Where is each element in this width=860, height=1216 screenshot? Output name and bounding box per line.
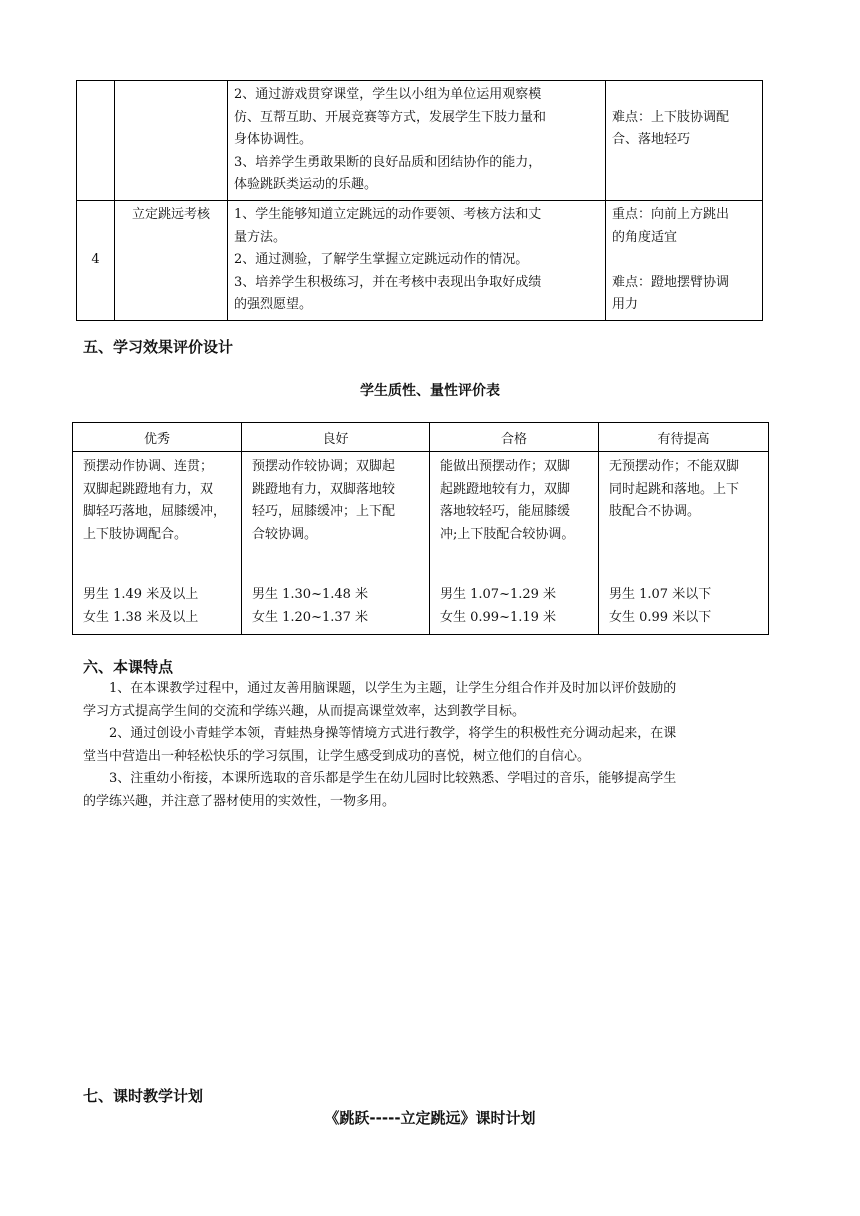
objective-line: 3、培养学生勇敢果断的良好品质和团结协作的能力， (234, 154, 542, 170)
girls-standard: 女生 0.99~1.19 米 (440, 609, 557, 625)
objective-line: 量方法。 (234, 229, 287, 245)
lesson-plan-table (76, 80, 763, 321)
lesson-focus-cell (606, 200, 763, 320)
boys-standard: 男生 1.30~1.48 米 (252, 587, 369, 603)
focus-line: 的角度适宜 (612, 229, 678, 245)
lesson-objectives-cell (228, 200, 606, 320)
description-line: 冲;上下肢配合较协调。 (440, 526, 575, 542)
focus-line (612, 84, 756, 107)
lesson-name-cell: 立定跳远考核 (115, 200, 228, 320)
grade-cell-good (242, 452, 430, 635)
feature-paragraph (83, 678, 783, 723)
feature-paragraph (83, 723, 783, 768)
grade-cell-needs-improvement (599, 452, 769, 635)
objective-line: 的强烈愿望。 (234, 297, 313, 313)
lesson-number-cell (77, 81, 115, 201)
description-line: 脚轻巧落地，屈膝缓冲， (83, 504, 227, 520)
grade-standard (252, 584, 423, 629)
grade-header-needs-improvement: 有待提高 (599, 423, 769, 452)
grade-standard (83, 584, 235, 629)
focus-line: 合、落地轻巧 (612, 132, 691, 148)
description-line: 跳蹬地有力，双脚落地较 (252, 481, 396, 497)
focus-line (612, 249, 756, 272)
paragraph-first-line: 3、注重幼小衔接，本课所选取的音乐都是学生在幼儿园时比较熟悉、学唱过的音乐，能够提高学生 (109, 771, 677, 786)
description-line: 落地较轻巧，能屈膝缓 (440, 504, 571, 520)
section-heading-evaluation: 五、学习效果评价设计 (83, 338, 234, 356)
objective-line: 3、培养学生积极练习，并在考核中表现出争取好成绩 (234, 274, 542, 290)
girls-standard: 女生 1.20~1.37 米 (252, 609, 369, 625)
focus-line: 重点：向前上方跳出 (612, 206, 730, 222)
objective-line: 1、学生能够知道立定跳远的动作要领、考核方法和丈 (234, 206, 542, 222)
objective-line: 身体协调性。 (234, 132, 313, 148)
feature-paragraph (83, 768, 783, 813)
description-line: 肢配合不协调。 (609, 504, 701, 520)
description-line: 双脚起跳蹬地有力，双 (83, 481, 214, 497)
objective-line: 仿、互帮互助、开展竞赛等方式，发展学生下肢力量和 (234, 109, 547, 125)
grade-description (609, 456, 762, 524)
boys-standard: 男生 1.07~1.29 米 (440, 587, 557, 603)
grade-header-excellent: 优秀 (73, 423, 242, 452)
section-heading-lesson-plan: 七、课时教学计划 (83, 1087, 204, 1105)
focus-line: 难点：蹬地摆臂协调 (612, 274, 730, 290)
lesson-plan-title: 《跳跃-----立定跳远》课时计划 (324, 1109, 536, 1127)
description-line: 同时起跳和落地。上下 (609, 481, 740, 497)
description-line: 合较协调。 (252, 526, 318, 542)
objective-line: 2、通过测验，了解学生掌握立定跳远动作的情况。 (234, 252, 529, 268)
description-line: 轻巧，屈膝缓冲；上下配 (252, 504, 396, 520)
objective-line: 体验跳跃类运动的乐趣。 (234, 177, 378, 193)
focus-line: 难点：上下肢协调配 (612, 109, 730, 125)
boys-standard: 男生 1.49 米及以上 (83, 587, 199, 603)
paragraph-first-line: 1、在本课教学过程中，通过友善用脑课题，以学生为主题，让学生分组合作并及时加以评价鼓励的 (109, 681, 677, 696)
description-line: 预摆动作协调、连贯； (83, 459, 214, 474)
grade-standard (609, 584, 762, 629)
girls-standard: 女生 0.99 米以下 (609, 609, 712, 625)
grade-cell-excellent (73, 452, 242, 635)
description-line: 能做出预摆动作；双脚 (440, 459, 571, 474)
description-line: 预摆动作较协调；双脚起 (252, 459, 396, 474)
paragraph-first-line: 2、通过创设小青蛙学本领，青蛙热身操等情境方式进行教学，将学生的积极性充分调动起来，在课 (109, 726, 677, 741)
evaluation-header-row (73, 423, 769, 452)
table-row (77, 200, 763, 320)
grade-header-good: 良好 (242, 423, 430, 452)
grade-standard (440, 584, 592, 629)
evaluation-table-title: 学生质性、量性评价表 (360, 383, 500, 399)
paragraph-continuation: 堂当中营造出一种轻松快乐的学习氛围，让学生感受到成功的喜悦，树立他们的自信心。 (83, 748, 591, 764)
description-line: 无预摆动作；不能双脚 (609, 459, 740, 474)
paragraph-continuation: 的学练兴趣，并注意了器材使用的实效性，一物多用。 (83, 793, 396, 809)
table-row (77, 81, 763, 201)
description-line: 起跳蹬地较有力，双脚 (440, 481, 571, 497)
grade-header-pass: 合格 (430, 423, 599, 452)
grade-description (440, 456, 592, 546)
lesson-name-cell (115, 81, 228, 201)
focus-line: 用力 (612, 297, 639, 313)
grade-description (83, 456, 235, 546)
paragraph-continuation: 学习方式提高学生间的交流和学练兴趣，从而提高课堂效率，达到教学目标。 (83, 703, 526, 719)
section-heading-features: 六、本课特点 (83, 658, 174, 676)
lesson-number-cell: 4 (77, 200, 115, 320)
lesson-objectives-cell (228, 81, 606, 201)
girls-standard: 女生 1.38 米及以上 (83, 609, 199, 625)
grade-cell-pass (430, 452, 599, 635)
evaluation-table (72, 422, 769, 635)
evaluation-content-row (73, 452, 769, 635)
grade-description (252, 456, 423, 546)
description-line: 上下肢协调配合。 (83, 526, 188, 542)
boys-standard: 男生 1.07 米以下 (609, 587, 712, 603)
objective-line: 2、通过游戏贯穿课堂，学生以小组为单位运用观察模 (234, 87, 542, 102)
lesson-focus-cell (606, 81, 763, 201)
